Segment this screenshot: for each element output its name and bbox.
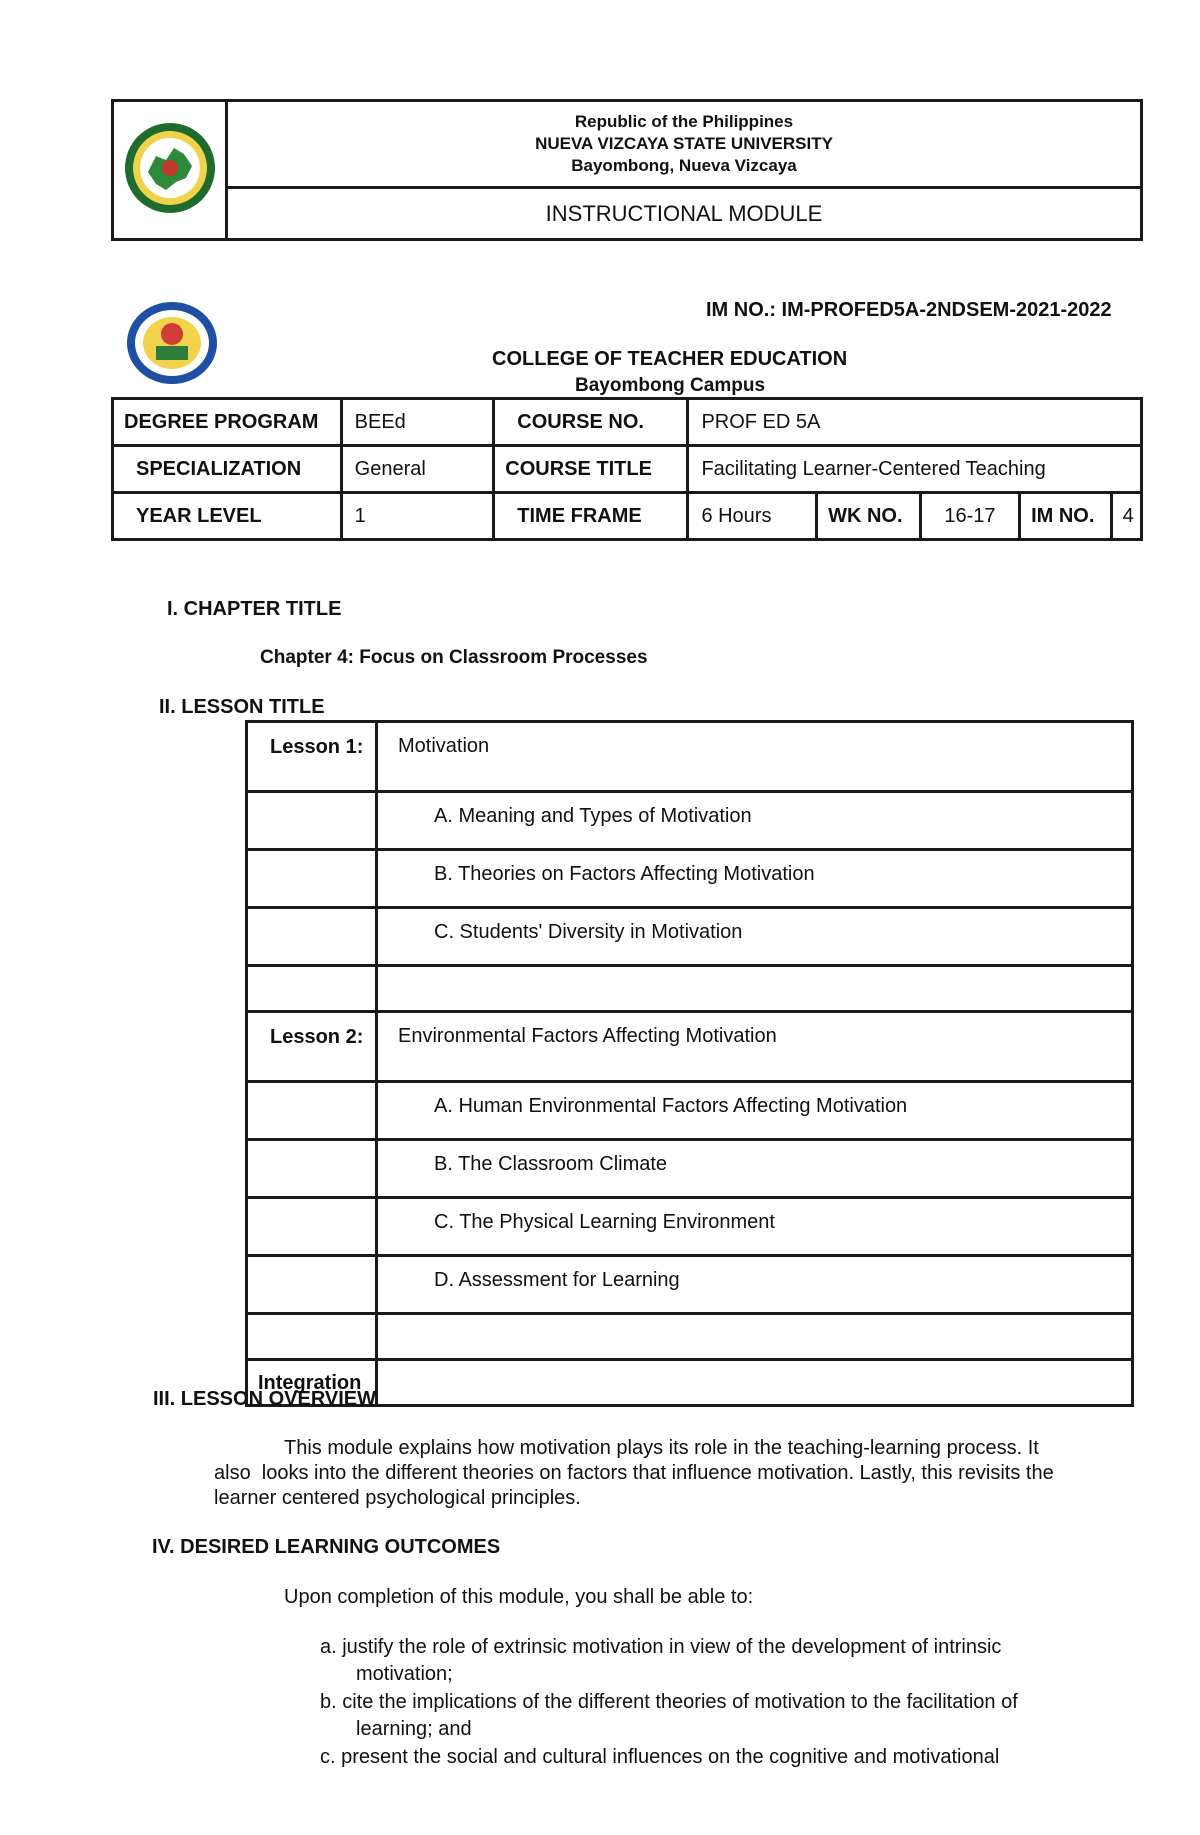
- table-row: [247, 850, 1133, 908]
- outcomes-intro: Upon completion of this module, you shall be able to:: [284, 1586, 754, 1608]
- table-row: [247, 1082, 1133, 1140]
- overview-line: This module explains how motivation plays its role in the teaching-learning process. It: [284, 1437, 1039, 1459]
- university-name: NUEVA VIZCAYA STATE UNIVERSITY: [535, 134, 833, 153]
- course-info-row: [113, 446, 1142, 493]
- instructional-module-label: INSTRUCTIONAL MODULE: [227, 188, 1142, 240]
- outcome-item: b. cite the implications of the different theories of motivation to the facilitation of: [320, 1691, 1018, 1713]
- lesson-1-topic: A. Meaning and Types of Motivation: [377, 792, 1133, 850]
- lesson-1-title: Motivation: [377, 722, 1133, 792]
- table-row: [247, 1314, 1133, 1360]
- lesson-2-title: Environmental Factors Affecting Motivation: [377, 1012, 1133, 1082]
- im-no-value: 4: [1111, 493, 1141, 540]
- course-no-label: COURSE NO.: [494, 399, 688, 446]
- course-info-table: [111, 397, 1143, 541]
- empty-cell: [247, 966, 377, 1012]
- outcome-item: c. present the social and cultural influences on the cognitive and motivational: [320, 1746, 1000, 1768]
- college-name: COLLEGE OF TEACHER EDUCATION: [492, 348, 848, 370]
- lesson-2-topic: C. The Physical Learning Environment: [377, 1198, 1133, 1256]
- im-number-line: IM NO.: IM-PROFED5A-2NDSEM-2021-2022: [706, 299, 1112, 321]
- empty-cell: [377, 966, 1133, 1012]
- degree-program-label: DEGREE PROGRAM: [113, 399, 342, 446]
- wk-no-label: WK NO.: [817, 493, 921, 540]
- course-no-value: PROF ED 5A: [688, 399, 1142, 446]
- integration-label: Integration: [247, 1360, 377, 1406]
- overview-line: also looks into the different theories on factors that influence motivation. Lastly, this revisits the: [214, 1462, 1054, 1484]
- chapter-title-heading: I. CHAPTER TITLE: [167, 598, 342, 620]
- learning-outcomes-heading: IV. DESIRED LEARNING OUTCOMES: [152, 1536, 501, 1558]
- degree-program-value: BEEd: [341, 399, 494, 446]
- time-frame-label: TIME FRAME: [494, 493, 688, 540]
- overview-line: learner centered psychological principles.: [214, 1487, 581, 1509]
- year-level-label: YEAR LEVEL: [113, 493, 342, 540]
- table-row: [247, 1012, 1133, 1082]
- lesson-2-topic: A. Human Environmental Factors Affecting Motivation: [377, 1082, 1133, 1140]
- campus-name: Bayombong Campus: [575, 375, 766, 396]
- outcome-item-continued: motivation;: [356, 1663, 453, 1685]
- empty-cell: [247, 1198, 377, 1256]
- im-no-label: IM NO.: [1020, 493, 1111, 540]
- lesson-1-label: Lesson 1:: [247, 722, 377, 792]
- empty-cell: [247, 1256, 377, 1314]
- outcome-item: a. justify the role of extrinsic motivation in view of the development of intrinsic: [320, 1636, 1002, 1658]
- lesson-1-topic: C. Students' Diversity in Motivation: [377, 908, 1133, 966]
- lesson-overview-heading: III. LESSON OVERVIEW: [153, 1388, 377, 1410]
- course-title-value: Facilitating Learner-Centered Teaching: [688, 446, 1142, 493]
- course-info-row: [113, 493, 1142, 540]
- empty-cell: [247, 850, 377, 908]
- wk-no-value: 16-17: [921, 493, 1020, 540]
- lesson-2-topic: B. The Classroom Climate: [377, 1140, 1133, 1198]
- lesson-title-heading: II. LESSON TITLE: [159, 696, 325, 718]
- lesson-2-label: Lesson 2:: [247, 1012, 377, 1082]
- integration-value: [377, 1360, 1133, 1406]
- university-seal-icon: [122, 120, 218, 216]
- empty-cell: [377, 1314, 1133, 1360]
- empty-cell: [247, 1140, 377, 1198]
- college-seal-icon: [124, 300, 220, 386]
- university-location: Bayombong, Nueva Vizcaya: [571, 156, 797, 175]
- republic-line: Republic of the Philippines: [574, 112, 794, 131]
- empty-cell: [247, 792, 377, 850]
- table-row: [247, 1360, 1133, 1406]
- year-level-value: 1: [341, 493, 494, 540]
- specialization-label: SPECIALIZATION: [113, 446, 342, 493]
- lesson-table: [245, 720, 1134, 1407]
- outcome-item-continued: learning; and: [356, 1718, 472, 1740]
- table-row: [247, 722, 1133, 792]
- table-row: [247, 792, 1133, 850]
- empty-cell: [247, 1314, 377, 1360]
- table-row: [247, 908, 1133, 966]
- empty-cell: [247, 1082, 377, 1140]
- empty-cell: [247, 908, 377, 966]
- chapter-title: Chapter 4: Focus on Classroom Processes: [260, 647, 648, 668]
- time-frame-value: 6 Hours: [688, 493, 817, 540]
- table-row: [247, 1140, 1133, 1198]
- university-seal-cell: [113, 101, 227, 240]
- table-row: [247, 1256, 1133, 1314]
- course-info-row: [113, 399, 1142, 446]
- table-row: [247, 966, 1133, 1012]
- university-heading: [227, 101, 1142, 188]
- specialization-value: General: [341, 446, 494, 493]
- table-row: [247, 1198, 1133, 1256]
- lesson-1-topic: B. Theories on Factors Affecting Motivation: [377, 850, 1133, 908]
- course-title-label: COURSE TITLE: [494, 446, 688, 493]
- lesson-2-topic: D. Assessment for Learning: [377, 1256, 1133, 1314]
- header-box: [111, 99, 1143, 241]
